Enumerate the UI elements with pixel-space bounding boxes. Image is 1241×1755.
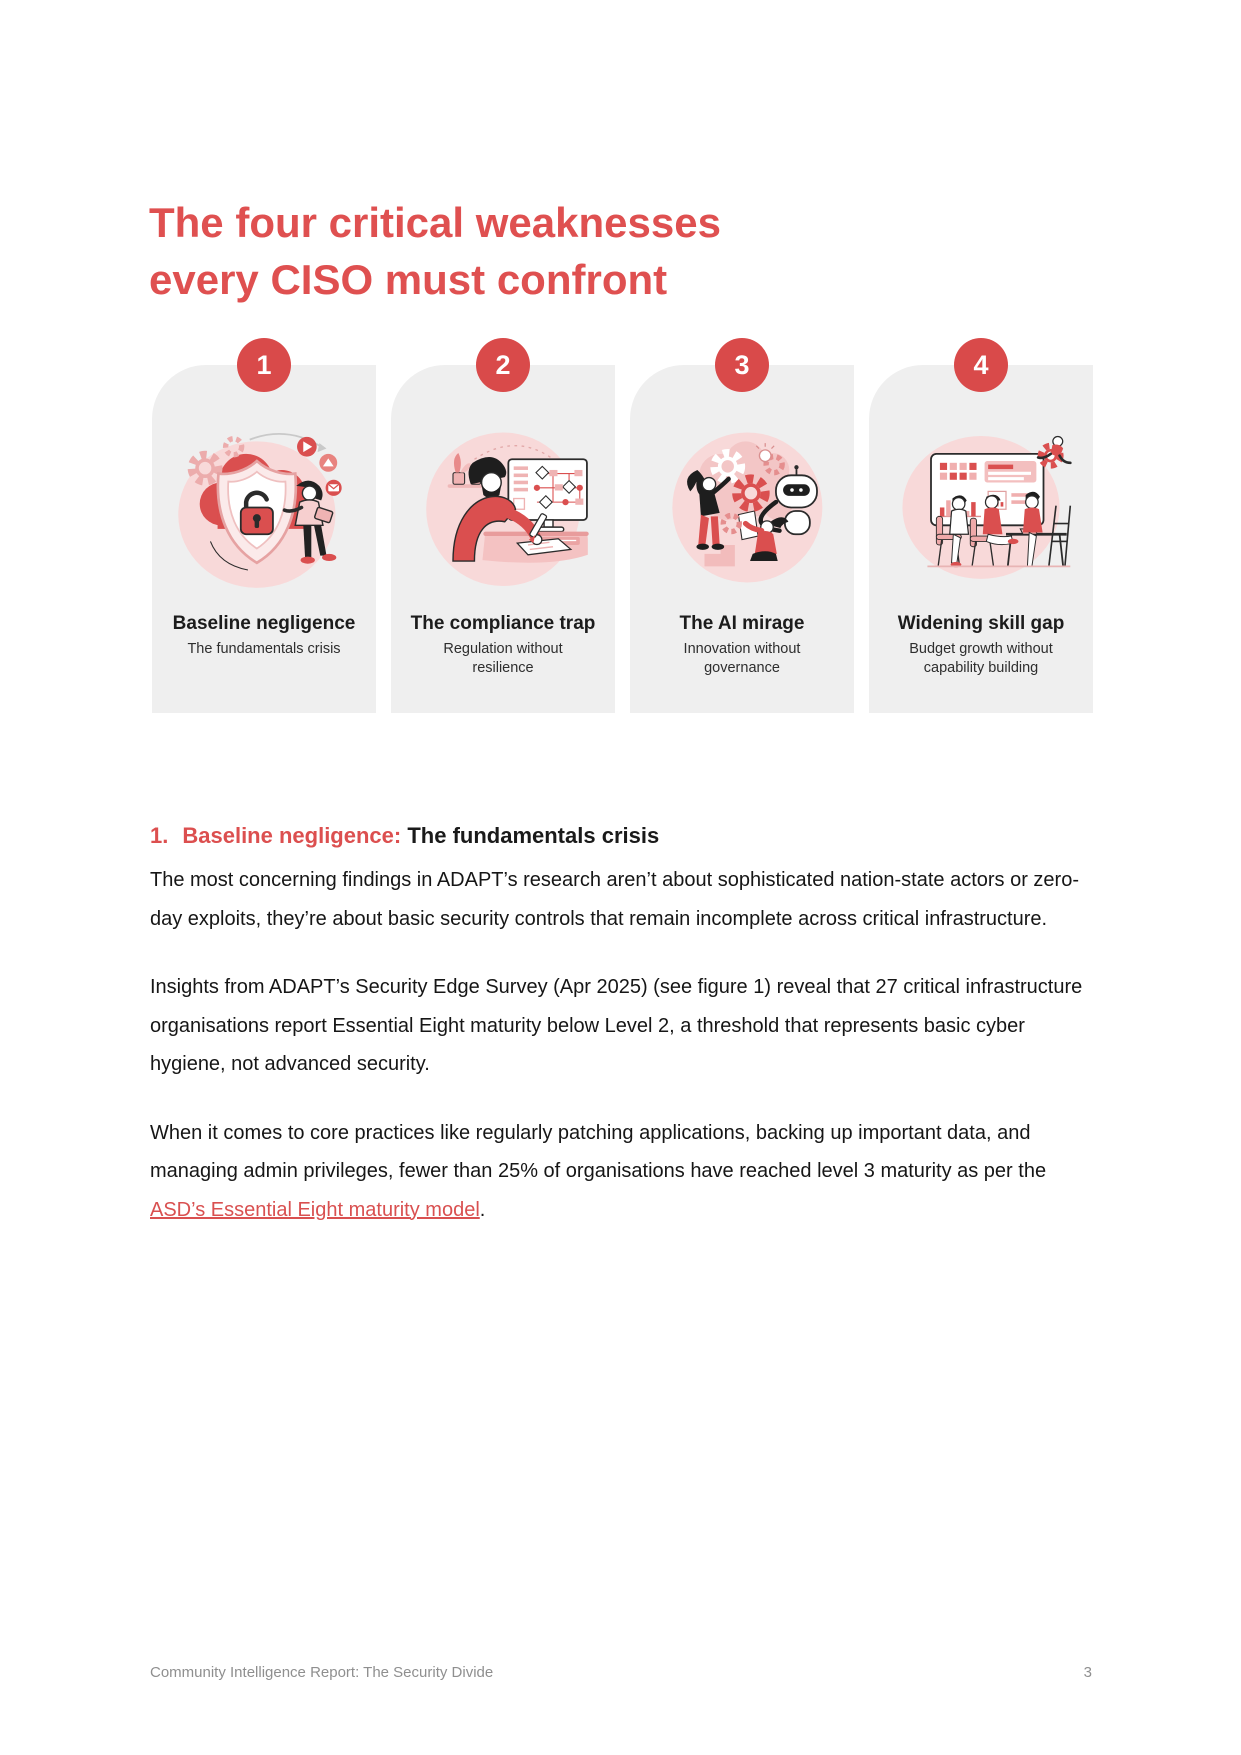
brain-gears-robot-icon — [642, 403, 842, 603]
ai-brain-robot-illustration — [642, 403, 842, 603]
section-title-rest: The fundamentals crisis — [407, 823, 660, 849]
page-title-line2: every CISO must confront — [149, 256, 668, 304]
compliance-desk-illustration — [403, 403, 603, 603]
card-number-badge: 3 — [715, 338, 769, 392]
footer-page-number: 3 — [1083, 1664, 1092, 1681]
card-body — [152, 365, 376, 713]
security-shield-icon — [164, 403, 364, 603]
card-title: Baseline negligence — [172, 613, 356, 634]
man-writing-monitor-icon — [403, 403, 603, 603]
card-number-badge: 1 — [237, 338, 291, 392]
paragraph-3 — [150, 1114, 1095, 1230]
card-body — [630, 365, 854, 713]
card-compliance-trap — [391, 338, 615, 713]
card-widening-skill-gap — [869, 338, 1093, 713]
card-number-badge: 4 — [954, 338, 1008, 392]
team-dashboard-icon — [881, 403, 1081, 603]
essential-eight-link[interactable]: ASD’s Essential Eight maturity model — [150, 1198, 480, 1221]
shield-padlock-illustration — [164, 403, 364, 603]
card-subtitle: Regulation without resilience — [443, 641, 563, 676]
weakness-cards-row — [152, 338, 1093, 713]
card-ai-mirage — [630, 338, 854, 713]
page-title-line1: The four critical weaknesses — [149, 199, 721, 247]
body-copy — [150, 861, 1095, 1259]
paragraph-1: The most concerning findings in ADAPT’s research aren’t about sophisticated nation-state actors or zero-day exploits, they’re about basic security controls that remain incomplete across critical infrastructure. — [150, 869, 1079, 930]
card-title: Widening skill gap — [897, 613, 1065, 634]
card-subtitle: Innovation without governance — [683, 641, 801, 676]
card-subtitle: Budget growth without capability building — [909, 641, 1053, 676]
card-baseline-negligence — [152, 338, 376, 713]
card-body — [869, 365, 1093, 713]
paragraph-2: Insights from ADAPT’s Security Edge Survey (Apr 2025) (see figure 1) reveal that 27 critical infrastructure organisations report Essential Eight maturity below Level 2, a threshold that represents basic cyber hygiene, not advanced security. — [150, 976, 1083, 1075]
section-title-highlight: Baseline negligence: — [182, 823, 402, 849]
card-number-badge: 2 — [476, 338, 530, 392]
footer-report-title: Community Intelligence Report: The Security Divide — [150, 1664, 494, 1681]
paragraph-3-period: . — [479, 1198, 486, 1221]
skills-dashboard-illustration — [881, 403, 1081, 603]
paragraph-3-text: When it comes to core practices like regularly patching applications, backing up important data, and managing admin privileges, fewer than 25% of organisations have reached level 3 maturity as per the — [150, 1121, 1047, 1182]
card-subtitle: The fundamentals crisis — [187, 641, 341, 657]
card-body — [391, 365, 615, 713]
card-title: The AI mirage — [679, 613, 805, 634]
page-title — [149, 194, 721, 308]
card-title: The compliance trap — [410, 613, 596, 634]
page-footer — [150, 1664, 1092, 1681]
section-number: 1. — [150, 823, 169, 849]
monitor-flowchart — [508, 459, 587, 520]
section-heading — [150, 823, 659, 849]
